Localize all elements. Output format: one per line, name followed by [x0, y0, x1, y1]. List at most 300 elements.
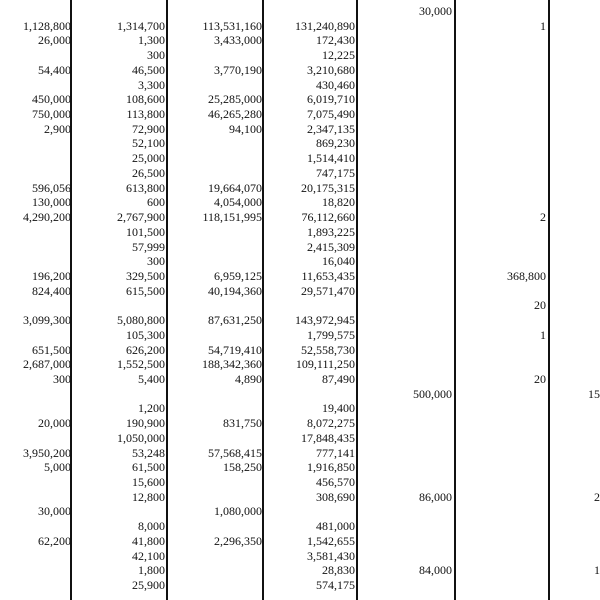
table-cell — [460, 136, 546, 151]
table-cell — [168, 48, 262, 63]
table-cell — [556, 372, 600, 387]
table-row — [0, 490, 600, 505]
table-row — [0, 63, 600, 78]
table-cell — [556, 122, 600, 137]
table-cell: 57,999 — [132, 239, 165, 254]
table-cell — [360, 519, 452, 534]
table-cell: 1 — [540, 327, 546, 342]
table-cell: 596,056 — [32, 180, 71, 195]
table-cell: 41,800 — [132, 533, 165, 548]
table-cell — [556, 48, 600, 63]
table-cell — [556, 431, 600, 446]
table-cell: 750,000 — [32, 107, 71, 122]
table-cell: 300 — [147, 48, 165, 63]
table-cell — [360, 225, 452, 240]
table-cell — [460, 92, 546, 107]
table-cell — [556, 284, 600, 299]
table-cell — [168, 519, 262, 534]
table-cell: 19,400 — [322, 401, 355, 416]
table-cell — [556, 490, 600, 505]
table-cell — [360, 578, 452, 593]
table-cell: 15,600 — [132, 475, 165, 490]
table-cell: 8,000 — [138, 519, 165, 534]
table-cell: 42,100 — [132, 548, 165, 563]
table-cell — [0, 578, 71, 593]
table-cell: 130,000 — [32, 195, 71, 210]
table-row — [0, 504, 600, 519]
table-cell — [556, 240, 600, 255]
table-cell: 1,552,500 — [117, 357, 165, 372]
table-cell — [0, 166, 71, 181]
table-cell — [168, 490, 262, 505]
table-cell — [460, 490, 546, 505]
table-cell: 626,200 — [126, 342, 165, 357]
table-cell: 87,490 — [322, 372, 355, 386]
table-cell — [556, 181, 600, 196]
table-cell — [360, 269, 452, 284]
table-cell: 824,400 — [32, 283, 71, 298]
table-cell — [168, 298, 262, 313]
table-cell: 76,112,660 — [301, 210, 355, 225]
table-cell — [556, 563, 600, 578]
table-row — [0, 254, 600, 269]
table-cell: 615,500 — [126, 283, 165, 298]
table-cell: 6,019,710 — [307, 92, 355, 107]
table-cell: 113,800 — [126, 107, 165, 122]
table-cell: 2,900 — [44, 121, 71, 136]
table-cell — [556, 107, 600, 122]
table-cell — [460, 534, 546, 549]
table-cell — [360, 372, 452, 387]
table-cell: 1,314,700 — [117, 18, 165, 33]
table-cell: 118,151,995 — [202, 210, 262, 225]
table-cell — [168, 328, 262, 343]
table-cell — [556, 195, 600, 210]
table-row — [0, 563, 600, 578]
table-cell — [460, 284, 546, 299]
table-row — [0, 240, 600, 255]
table-cell — [72, 298, 165, 313]
table-cell: 40,194,360 — [208, 283, 262, 298]
table-cell — [266, 387, 355, 402]
table-cell — [0, 78, 71, 93]
table-row — [0, 357, 600, 372]
table-cell: 3,770,190 — [214, 62, 262, 77]
table-cell — [556, 210, 600, 225]
table-row — [0, 19, 600, 34]
table-cell: 158,250 — [223, 460, 262, 475]
table-cell: 20,000 — [38, 416, 71, 431]
table-cell: 430,460 — [316, 77, 355, 92]
table-row — [0, 298, 600, 313]
table-cell: 30,000 — [38, 504, 71, 519]
table-cell: 368,800 — [507, 268, 546, 283]
table-cell — [360, 313, 452, 328]
table-cell — [360, 343, 452, 358]
table-cell — [556, 416, 600, 431]
table-cell — [168, 4, 262, 19]
table-cell — [460, 519, 546, 534]
table-cell: 11,653,435 — [301, 268, 355, 283]
table-row — [0, 401, 600, 416]
table-cell: 4,290,200 — [23, 210, 71, 225]
table-cell — [556, 549, 600, 564]
table-cell: 1,542,655 — [307, 533, 355, 548]
table-cell: 747,175 — [316, 165, 355, 180]
table-cell: 30,000 — [419, 4, 452, 18]
table-cell: 26,500 — [132, 165, 165, 180]
table-cell — [460, 181, 546, 196]
table-cell — [460, 416, 546, 431]
table-cell — [0, 240, 71, 255]
table-cell: 3,950,200 — [23, 445, 71, 460]
table-cell — [0, 431, 71, 446]
table-cell — [556, 92, 600, 107]
table-row — [0, 387, 600, 402]
table-cell — [266, 298, 355, 313]
table-row — [0, 416, 600, 431]
table-cell — [168, 387, 262, 402]
table-cell: 52,558,730 — [301, 342, 355, 357]
table-cell — [0, 136, 71, 151]
table-cell — [556, 63, 600, 78]
table-cell — [0, 254, 71, 269]
table-row — [0, 225, 600, 240]
table-row — [0, 475, 600, 490]
table-cell: 20,175,315 — [301, 180, 355, 195]
table-cell: 105,300 — [126, 327, 165, 342]
table-cell: 481,000 — [316, 519, 355, 534]
table-cell — [460, 4, 546, 19]
table-cell — [460, 431, 546, 446]
table-cell — [460, 549, 546, 564]
table-cell — [168, 151, 262, 166]
table-cell: 16,040 — [322, 254, 355, 269]
table-cell: 600 — [147, 195, 165, 210]
table-cell — [168, 578, 262, 593]
table-cell: 108,600 — [126, 92, 165, 107]
table-cell: 1,080,000 — [214, 504, 262, 519]
table-cell — [556, 519, 600, 534]
table-cell: 8,072,275 — [307, 416, 355, 431]
table-cell: 613,800 — [126, 180, 165, 195]
table-cell: 1,128,800 — [23, 18, 71, 33]
table-cell — [168, 401, 262, 416]
table-cell — [168, 475, 262, 490]
table-cell — [360, 136, 452, 151]
table-cell: 869,230 — [316, 136, 355, 151]
table-cell — [360, 475, 452, 490]
table-cell: 57,568,415 — [208, 445, 262, 460]
table-cell — [0, 490, 71, 505]
table-cell — [360, 63, 452, 78]
table-row — [0, 534, 600, 549]
table-cell: 143,972,945 — [295, 313, 355, 328]
table-cell — [0, 328, 71, 343]
table-cell — [556, 387, 600, 402]
table-cell: 1,893,225 — [307, 224, 355, 239]
table-cell — [360, 460, 452, 475]
table-cell — [556, 504, 600, 519]
table-cell — [0, 475, 71, 490]
table-cell — [266, 4, 355, 19]
table-cell: 25,900 — [132, 578, 165, 593]
table-cell: 2,767,900 — [117, 210, 165, 225]
table-cell: 574,175 — [316, 578, 355, 593]
table-cell: 54,719,410 — [208, 342, 262, 357]
table-cell — [0, 387, 71, 402]
table-cell — [360, 166, 452, 181]
table-cell — [460, 343, 546, 358]
table-row — [0, 195, 600, 210]
table-cell: 72,900 — [132, 121, 165, 136]
table-cell — [556, 19, 600, 34]
table-row — [0, 181, 600, 196]
table-cell: 308,690 — [316, 489, 355, 504]
table-cell: 7,075,490 — [307, 107, 355, 122]
table-cell: 831,750 — [223, 416, 262, 431]
table-cell — [556, 254, 600, 269]
table-row — [0, 578, 600, 593]
table-cell — [0, 563, 71, 578]
table-cell — [460, 563, 546, 578]
table-cell — [460, 240, 546, 255]
table-cell — [556, 328, 600, 343]
table-cell: 84,000 — [419, 563, 452, 578]
table-cell — [360, 107, 452, 122]
table-cell: 651,500 — [32, 342, 71, 357]
table-cell — [168, 136, 262, 151]
table-cell: 62,200 — [38, 533, 71, 548]
table-cell: 46,265,280 — [208, 107, 262, 122]
table-cell: 3,099,300 — [23, 313, 71, 328]
table-cell: 54,400 — [38, 62, 71, 77]
table-cell — [556, 78, 600, 93]
table-cell — [460, 578, 546, 593]
table-cell — [556, 475, 600, 490]
table-cell: 300 — [53, 372, 71, 386]
table-cell: 500,000 — [413, 386, 452, 401]
table-cell — [556, 313, 600, 328]
table-cell: 2,347,135 — [307, 121, 355, 136]
table-cell: 2,687,000 — [23, 357, 71, 372]
table-cell: 3,433,000 — [214, 33, 262, 48]
table-cell: 1,799,575 — [307, 327, 355, 342]
table-cell — [168, 166, 262, 181]
table-cell — [460, 225, 546, 240]
table-cell: 329,500 — [126, 268, 165, 283]
table-cell — [168, 431, 262, 446]
table-cell: 86,000 — [419, 489, 452, 504]
table-cell — [168, 225, 262, 240]
table-cell: 1,050,000 — [117, 430, 165, 445]
table-cell — [360, 19, 452, 34]
table-cell: 46,500 — [132, 62, 165, 77]
table-cell: 25,000 — [132, 151, 165, 166]
table-cell: 6,959,125 — [214, 268, 262, 283]
table-cell — [72, 504, 165, 519]
table-cell — [0, 48, 71, 63]
table-cell — [360, 504, 452, 519]
table-cell: 29,571,470 — [301, 283, 355, 298]
table-cell — [360, 357, 452, 372]
table-cell: 188,342,360 — [202, 357, 262, 372]
table-cell — [168, 240, 262, 255]
table-row — [0, 269, 600, 284]
table-cell: 26,000 — [38, 33, 71, 48]
table-cell — [556, 33, 600, 48]
table-cell: 450,000 — [32, 92, 71, 107]
table-cell — [360, 328, 452, 343]
table-cell: 777,141 — [316, 445, 355, 460]
cell-value: 2 — [594, 489, 600, 504]
table-cell — [556, 534, 600, 549]
table-cell — [360, 416, 452, 431]
table-cell — [360, 431, 452, 446]
table-cell — [460, 446, 546, 461]
table-cell — [360, 181, 452, 196]
table-cell — [556, 357, 600, 372]
table-cell: 1,514,410 — [307, 151, 355, 166]
table-cell: 109,111,250 — [295, 357, 355, 372]
table-cell — [0, 151, 71, 166]
table-cell: 1 — [540, 18, 546, 33]
table-cell — [360, 195, 452, 210]
cell-value: 1 — [594, 563, 600, 578]
table-cell: 12,225 — [322, 48, 355, 63]
table-cell — [460, 313, 546, 328]
table-cell: 1,300 — [138, 33, 165, 48]
table-cell: 2 — [540, 210, 546, 225]
table-cell — [0, 4, 71, 19]
table-cell: 3,300 — [138, 77, 165, 92]
table-cell — [168, 549, 262, 564]
table-cell: 3,210,680 — [307, 62, 355, 77]
table-cell: 2,415,309 — [307, 239, 355, 254]
table-row — [0, 122, 600, 137]
table-cell — [168, 78, 262, 93]
table-cell: 101,500 — [126, 224, 165, 239]
table-cell: 5,400 — [138, 372, 165, 386]
table-cell: 1,800 — [138, 563, 165, 578]
table-cell: 196,200 — [32, 268, 71, 283]
table-cell — [556, 151, 600, 166]
table-row — [0, 313, 600, 328]
cell-value: 15 — [588, 386, 600, 401]
table-cell — [460, 357, 546, 372]
table-row — [0, 48, 600, 63]
table-row — [0, 33, 600, 48]
table-cell: 2,296,350 — [214, 533, 262, 548]
table-cell: 1,916,850 — [307, 460, 355, 475]
table-cell — [266, 504, 355, 519]
table-cell: 25,285,000 — [208, 92, 262, 107]
table-cell — [460, 107, 546, 122]
table-cell — [460, 151, 546, 166]
table-cell — [460, 254, 546, 269]
table-cell: 172,430 — [316, 33, 355, 48]
table-cell — [360, 122, 452, 137]
table-cell — [0, 298, 71, 313]
table-cell — [556, 446, 600, 461]
table-cell — [0, 225, 71, 240]
table-cell — [460, 475, 546, 490]
table-row — [0, 166, 600, 181]
table-row — [0, 151, 600, 166]
table-row — [0, 519, 600, 534]
table-cell — [168, 254, 262, 269]
table-cell — [360, 298, 452, 313]
table-row — [0, 343, 600, 358]
table-cell — [460, 166, 546, 181]
table-cell — [360, 92, 452, 107]
table-cell: 5,000 — [44, 460, 71, 475]
table-cell: 52,100 — [132, 136, 165, 151]
table-row — [0, 92, 600, 107]
table-cell — [556, 401, 600, 416]
table-row — [0, 431, 600, 446]
table-cell — [360, 549, 452, 564]
table-cell — [72, 4, 165, 19]
table-cell — [556, 225, 600, 240]
table-cell: 190,900 — [126, 416, 165, 431]
table-cell — [460, 63, 546, 78]
table-cell: 4,890 — [235, 372, 262, 386]
table-cell: 19,664,070 — [208, 180, 262, 195]
table-cell — [72, 387, 165, 402]
table-cell — [460, 78, 546, 93]
table-cell: 131,240,890 — [295, 18, 355, 33]
table-cell — [168, 563, 262, 578]
table-cell — [556, 298, 600, 313]
table-cell — [460, 122, 546, 137]
table-cell — [0, 549, 71, 564]
table-cell: 456,570 — [316, 475, 355, 490]
table-cell — [556, 166, 600, 181]
table-cell: 17,848,435 — [301, 430, 355, 445]
table-cell: 5,080,800 — [117, 313, 165, 328]
table-cell — [360, 284, 452, 299]
table-row — [0, 328, 600, 343]
table-cell — [360, 48, 452, 63]
table-cell: 20 — [534, 372, 546, 386]
table-cell: 20 — [534, 298, 546, 313]
table-row — [0, 136, 600, 151]
table-cell: 3,581,430 — [307, 548, 355, 563]
table-cell — [360, 210, 452, 225]
table-cell: 94,100 — [229, 121, 262, 136]
table-cell: 4,054,000 — [214, 195, 262, 210]
table-row — [0, 549, 600, 564]
table-cell: 300 — [147, 254, 165, 269]
table-cell — [460, 387, 546, 402]
table-cell: 28,830 — [322, 563, 355, 578]
table-cell — [556, 578, 600, 593]
table-row — [0, 460, 600, 475]
table-cell: 61,500 — [132, 460, 165, 475]
table-cell — [360, 401, 452, 416]
table-cell — [556, 4, 600, 19]
table-cell: 113,531,160 — [202, 18, 262, 33]
table-cell — [460, 33, 546, 48]
table-cell — [360, 78, 452, 93]
table-cell — [556, 460, 600, 475]
table-cell — [556, 269, 600, 284]
table-row — [0, 372, 600, 387]
table-cell — [360, 240, 452, 255]
table-cell — [460, 460, 546, 475]
table-cell: 1,200 — [138, 401, 165, 416]
